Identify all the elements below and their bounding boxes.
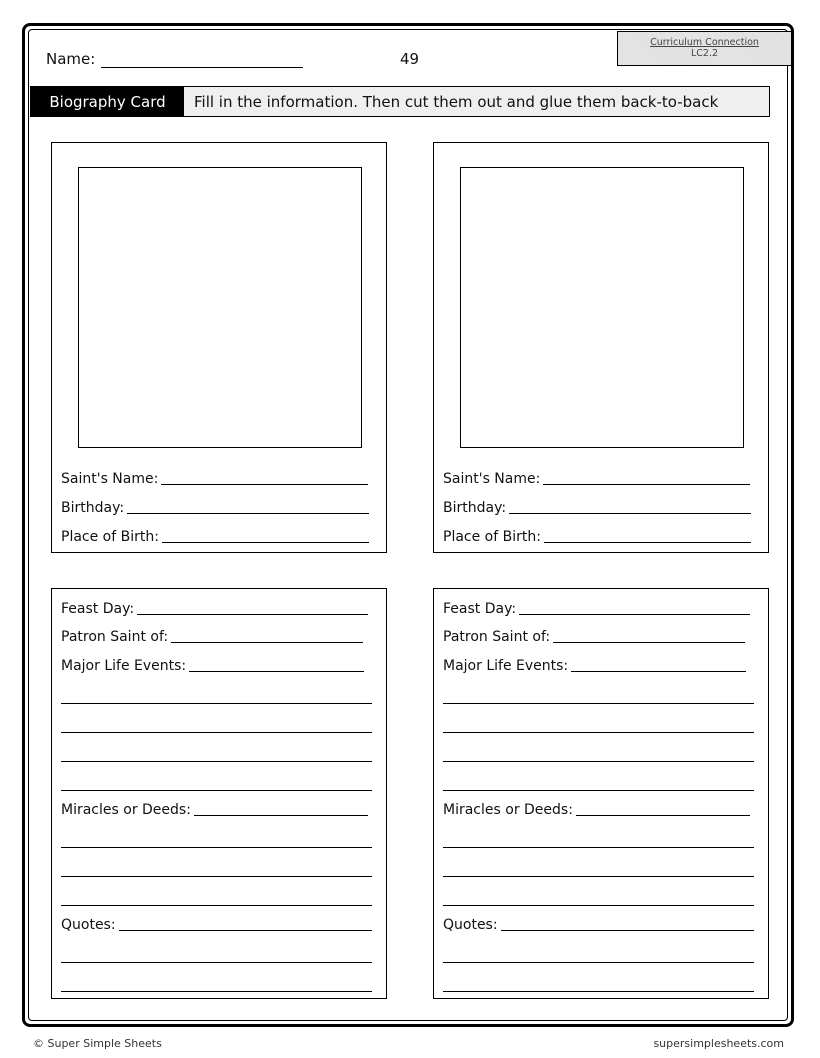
page-number: 49 [400, 50, 420, 68]
miracles-line[interactable] [576, 814, 750, 816]
front-card-right [433, 142, 769, 553]
curriculum-title: Curriculum Connection [650, 37, 759, 48]
writing-line[interactable] [443, 732, 754, 733]
writing-line[interactable] [61, 703, 372, 704]
place-of-birth-line[interactable] [162, 541, 369, 543]
major-life-events-line[interactable] [189, 670, 364, 672]
website-link[interactable]: supersimplesheets.com [653, 1037, 784, 1050]
patron-saint-label: Patron Saint of: [61, 629, 169, 645]
writing-line[interactable] [61, 847, 372, 848]
patron-saint-line[interactable] [553, 641, 745, 643]
saints-name-field[interactable] [61, 471, 368, 487]
writing-line[interactable] [443, 703, 754, 704]
major-life-events-label: Major Life Events: [61, 658, 187, 674]
biography-card-tag: Biography Card [31, 87, 184, 116]
miracles-field[interactable] [61, 802, 368, 818]
writing-line[interactable] [61, 732, 372, 733]
miracles-field[interactable] [443, 802, 750, 818]
writing-line[interactable] [61, 962, 372, 963]
instructions-text: Fill in the information. Then cut them out and glue them back-to-back [194, 92, 719, 111]
patron-saint-label: Patron Saint of: [443, 629, 551, 645]
quotes-field[interactable] [443, 917, 754, 933]
writing-line[interactable] [61, 761, 372, 762]
copyright-text: © Super Simple Sheets [33, 1037, 162, 1050]
place-of-birth-field[interactable] [443, 529, 751, 545]
writing-line[interactable] [443, 905, 754, 906]
writing-line[interactable] [443, 991, 754, 992]
place-of-birth-label: Place of Birth: [61, 529, 159, 545]
saints-name-label: Saint's Name: [61, 471, 159, 487]
quotes-field[interactable] [61, 917, 372, 933]
birthday-field[interactable] [61, 500, 369, 516]
writing-line[interactable] [443, 876, 754, 877]
birthday-line[interactable] [509, 512, 751, 514]
name-label: Name: [46, 50, 96, 68]
quotes-line[interactable] [119, 929, 372, 931]
saints-name-line[interactable] [161, 483, 368, 485]
feast-day-line[interactable] [519, 613, 750, 615]
saints-name-line[interactable] [543, 483, 750, 485]
miracles-label: Miracles or Deeds: [443, 802, 573, 818]
saints-name-label: Saint's Name: [443, 471, 541, 487]
birthday-label: Birthday: [61, 500, 125, 516]
birthday-field[interactable] [443, 500, 751, 516]
place-of-birth-field[interactable] [61, 529, 369, 545]
major-life-events-label: Major Life Events: [443, 658, 569, 674]
major-life-events-field[interactable] [61, 658, 364, 674]
birthday-line[interactable] [127, 512, 369, 514]
place-of-birth-line[interactable] [544, 541, 751, 543]
writing-line[interactable] [61, 905, 372, 906]
back-card-right [433, 588, 769, 999]
writing-line[interactable] [443, 790, 754, 791]
feast-day-field[interactable] [61, 601, 368, 617]
major-life-events-line[interactable] [571, 670, 746, 672]
quotes-label: Quotes: [61, 917, 116, 933]
instructions-bar [30, 86, 770, 117]
quotes-line[interactable] [501, 929, 754, 931]
major-life-events-field[interactable] [443, 658, 746, 674]
curriculum-connection-box [617, 31, 792, 66]
writing-line[interactable] [443, 962, 754, 963]
patron-saint-field[interactable] [443, 629, 745, 645]
feast-day-field[interactable] [443, 601, 750, 617]
writing-line[interactable] [61, 991, 372, 992]
feast-day-label: Feast Day: [443, 601, 517, 617]
writing-line[interactable] [61, 876, 372, 877]
miracles-line[interactable] [194, 814, 368, 816]
curriculum-code: LC2.2 [690, 48, 719, 59]
patron-saint-field[interactable] [61, 629, 363, 645]
back-card-left [51, 588, 387, 999]
miracles-label: Miracles or Deeds: [61, 802, 191, 818]
quotes-label: Quotes: [443, 917, 498, 933]
birthday-label: Birthday: [443, 500, 507, 516]
photo-box[interactable] [460, 167, 744, 448]
front-card-left [51, 142, 387, 553]
writing-line[interactable] [443, 761, 754, 762]
writing-line[interactable] [443, 847, 754, 848]
patron-saint-line[interactable] [171, 641, 363, 643]
writing-line[interactable] [61, 790, 372, 791]
feast-day-line[interactable] [137, 613, 368, 615]
saints-name-field[interactable] [443, 471, 750, 487]
name-line[interactable] [101, 67, 303, 68]
photo-box[interactable] [78, 167, 362, 448]
feast-day-label: Feast Day: [61, 601, 135, 617]
place-of-birth-label: Place of Birth: [443, 529, 541, 545]
